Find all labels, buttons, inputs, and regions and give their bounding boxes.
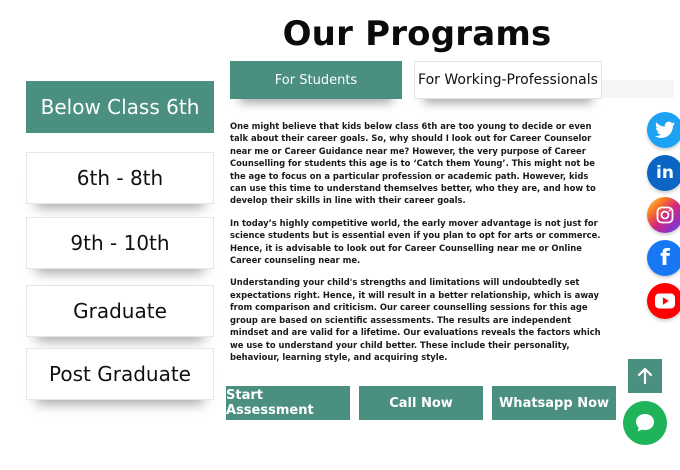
program-post-graduate-button[interactable]: Post Graduate — [26, 348, 214, 400]
youtube-icon[interactable] — [647, 283, 680, 319]
program-6th-8th-button[interactable]: 6th - 8th — [26, 152, 214, 204]
linkedin-glyph: in — [656, 163, 674, 183]
call-now-button[interactable]: Call Now — [359, 386, 483, 420]
linkedin-icon[interactable] — [647, 155, 680, 191]
program-graduate-button[interactable]: Graduate — [26, 285, 214, 337]
page-title: Our Programs — [282, 14, 552, 54]
whatsapp-now-button[interactable]: Whatsapp Now — [492, 386, 616, 420]
tab-for-working-professionals[interactable]: For Working-Professionals — [414, 61, 602, 99]
description-paragraph: In today’s highly competitive world, the early mover advantage is not just for science students but is essential even if you plan to opt for arts or commerce. Hence, it is advisable to look out for Career Counselling near me or Online Career counseling near me. — [230, 217, 601, 266]
scroll-to-top-button[interactable] — [628, 359, 662, 393]
tab-divider — [602, 80, 674, 98]
program-description — [230, 120, 604, 373]
twitter-icon[interactable] — [647, 112, 680, 148]
program-below-class-6th-button[interactable]: Below Class 6th — [26, 81, 214, 133]
tab-for-students[interactable]: For Students — [230, 61, 402, 99]
description-paragraph: Understanding your child's strengths and limitations will undoubtedly set expectations right. Hence, it will result in a better relationship, which is away from comparison and criticism. Our career counselling sessions for this age group are based on scientific assessments. The results are independent mindset and are valid for a lifetime. Our evaluations reveals the factors which we use to understand your child better. These include their personality, behaviour, learning style, and acquiring style. — [230, 277, 601, 362]
instagram-icon[interactable] — [647, 197, 680, 233]
facebook-glyph: f — [660, 245, 670, 271]
program-9th-10th-button[interactable]: 9th - 10th — [26, 217, 214, 269]
facebook-icon[interactable] — [647, 240, 680, 276]
chat-bubble-icon — [633, 411, 657, 435]
description-paragraph: One might believe that kids below class 6th are too young to decide or even talk about their career goals. So, why should I look out for Career Counselor near me or Career Guidance near me? However, the very purpose of Career Counselling for students this age is to ‘Catch them Young’. This might not be the age to focus on a particular profession or academic path. However, kids can use this time to understand themselves better, who they are, and how to develop their skills in line with their career goals. — [230, 121, 596, 206]
start-assessment-button[interactable]: Start Assessment — [226, 386, 350, 420]
arrow-up-icon — [638, 368, 652, 384]
chat-button[interactable] — [623, 401, 667, 445]
